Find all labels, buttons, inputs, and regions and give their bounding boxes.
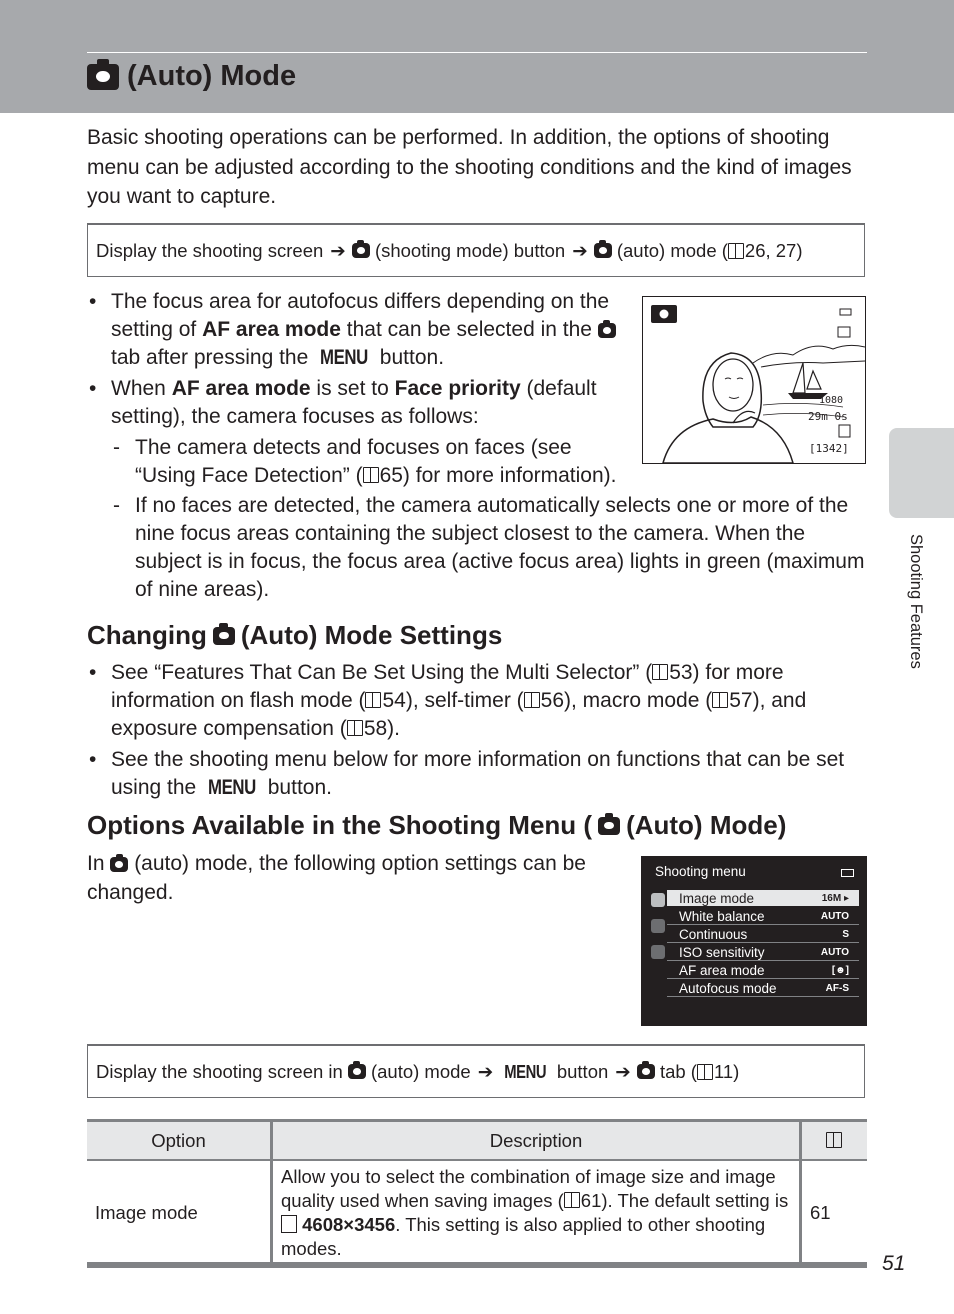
setup-tab-icon xyxy=(651,945,665,959)
menu-item: White balance AUTO xyxy=(667,908,859,925)
nav2-c: button xyxy=(556,1060,609,1082)
book-ref-icon xyxy=(652,664,668,680)
nav1-step1: Display the shooting screen xyxy=(96,239,324,261)
auto-mode-paragraph: In (auto) mode, the following option settings can be changed. xyxy=(87,852,586,904)
book-ref-icon xyxy=(365,692,381,708)
battery-icon xyxy=(841,869,854,877)
menu-title: Shooting menu xyxy=(655,864,746,879)
arrow-icon: ➔ xyxy=(330,239,346,261)
section2-title-a: Options Available in the Shooting Menu ( xyxy=(87,810,593,840)
menu-item: ISO sensitivity AUTO xyxy=(667,944,859,961)
nav2-ref: 11) xyxy=(713,1060,740,1082)
header-band xyxy=(0,0,954,113)
camera-icon xyxy=(352,243,370,258)
nav2-a: Display the shooting screen in xyxy=(96,1060,343,1082)
scene-illustration xyxy=(643,297,865,463)
list-item: • See the shooting menu below for more information on functions that can be set using the MENU button. xyxy=(87,746,867,802)
book-ref-icon xyxy=(524,692,540,708)
list-item: • The focus area for autofocus differs depending on the setting of AF area mode that can be selected in the tab after pressing the MENU button. xyxy=(87,288,627,372)
remaining-time: 29m 0s xyxy=(808,410,848,423)
table-header-row xyxy=(87,1121,867,1161)
section-title-changing xyxy=(87,620,502,651)
camera-icon xyxy=(637,1064,655,1079)
arrow-icon: ➔ xyxy=(615,1060,631,1082)
image-mode-icon xyxy=(281,1215,297,1233)
nav1-step2: (shooting mode) button xyxy=(374,239,566,261)
page-title-text: (Auto) Mode xyxy=(127,60,297,92)
table-row xyxy=(87,1160,867,1267)
section2-title-b: (Auto) Mode) xyxy=(626,810,787,840)
menu-item: Image mode 16M ▸ xyxy=(667,890,859,907)
camera-icon xyxy=(594,243,612,258)
book-ref-icon xyxy=(826,1132,842,1148)
remaining-shots: [1342] xyxy=(809,442,849,455)
menu-button-label: MENU xyxy=(208,776,256,799)
column-header-option: Option xyxy=(87,1121,272,1161)
option-cell: Image mode xyxy=(87,1160,272,1267)
movie-size-label: 1080 xyxy=(819,395,844,406)
nav2-b: (auto) mode xyxy=(370,1060,471,1082)
side-tab xyxy=(889,428,954,518)
book-ref-icon xyxy=(728,243,744,259)
header-rule xyxy=(87,52,867,53)
bullet-list-3 xyxy=(87,659,867,802)
page-cell: 61 xyxy=(801,1160,868,1267)
list-item: • See “Features That Can Be Set Using the Multi Selector” ( 53) for more information on flash mode ( 54), self-timer ( 56), macro mode ( 57), and exposure compensation ( 58). xyxy=(87,659,867,743)
menu-side-tabs xyxy=(649,889,667,1023)
bullet-list-1 xyxy=(87,288,627,490)
bottom-rule xyxy=(87,1262,867,1265)
navigation-box-2 xyxy=(87,1044,865,1098)
list-item: - The camera detects and focuses on faces (see “Using Face Detection” ( 65) for more information). xyxy=(87,434,627,490)
side-section-label: Shooting Features xyxy=(907,534,925,669)
book-ref-icon xyxy=(363,467,379,483)
camera-icon xyxy=(598,817,620,835)
list-item: • When AF area mode is set to Face priority (default setting), the camera focuses as follows: xyxy=(87,375,627,431)
arrow-icon: ➔ xyxy=(477,1060,494,1082)
camera-icon xyxy=(87,64,119,90)
menu-button-label: MENU xyxy=(504,1060,547,1082)
list-item: - If no faces are detected, the camera automatically selects one or more of the nine focus areas containing the subject closest to the camera. When the subject is in focus, the focus area (active focus area) lights in green (maximum of nine areas). xyxy=(87,492,867,604)
arrow-icon: ➔ xyxy=(572,239,588,261)
column-header-page-icon xyxy=(801,1121,868,1161)
camera-tab-icon xyxy=(651,893,665,907)
page-title xyxy=(87,60,296,93)
book-ref-icon xyxy=(697,1064,713,1080)
movie-tab-icon xyxy=(651,919,665,933)
camera-icon xyxy=(213,627,235,645)
menu-item: AF area mode [☻] xyxy=(667,962,859,979)
book-ref-icon xyxy=(564,1192,580,1208)
menu-item: Autofocus mode AF-S xyxy=(667,980,859,997)
shooting-menu-screenshot xyxy=(641,856,867,1026)
camera-icon xyxy=(348,1064,366,1079)
menu-button-label: MENU xyxy=(320,346,368,369)
section1-title-a: Changing xyxy=(87,620,207,650)
book-ref-icon xyxy=(712,692,728,708)
nav2-d: tab ( xyxy=(659,1060,697,1082)
intro-paragraph: Basic shooting operations can be performed. In addition, the options of shooting menu can be adjusted according to the shooting conditions and the kind of images you want to capture. xyxy=(87,126,852,208)
section1-title-b: (Auto) Mode Settings xyxy=(240,620,503,650)
column-header-description: Description xyxy=(272,1121,801,1161)
menu-item: Continuous S xyxy=(667,926,859,943)
description-cell: Allow you to select the combination of image size and image quality used when saving images ( 61). The default setting is 4608×3456. This setting is also applied to other shooting modes. xyxy=(272,1160,801,1267)
section-title-options xyxy=(87,810,786,841)
camera-screen-image xyxy=(642,296,866,464)
nav1-ref: 26, 27) xyxy=(744,239,803,261)
book-ref-icon xyxy=(347,720,363,736)
options-table xyxy=(87,1119,867,1268)
bullet-list-2 xyxy=(87,492,867,604)
camera-icon xyxy=(598,323,616,338)
page-number: 51 xyxy=(882,1252,906,1275)
navigation-box-1 xyxy=(87,223,865,277)
camera-icon xyxy=(110,857,128,872)
nav1-step3: (auto) mode ( xyxy=(616,239,728,261)
